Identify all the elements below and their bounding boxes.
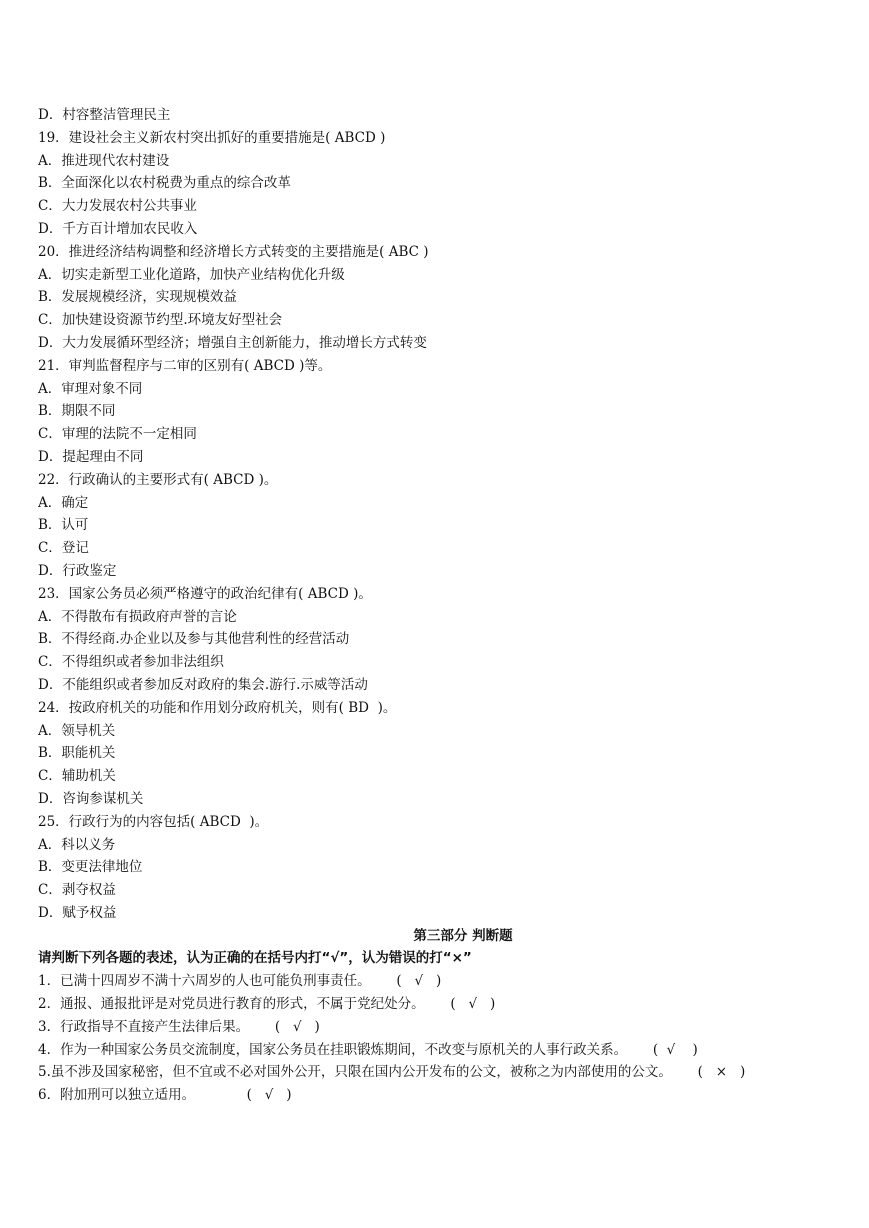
question-line: D．村容整洁管理民主 xyxy=(38,107,171,123)
judgment-question-line: 3．行政指导不直接产生法律后果。 ( √ ) xyxy=(38,1018,320,1035)
question-line: A．科以义务 xyxy=(38,836,116,853)
question-line: 19．建设社会主义新农村突出抓好的重要措施是( ABCD ) xyxy=(38,129,386,146)
question-line: A．领导机关 xyxy=(38,722,116,739)
question-line: A．审理对象不同 xyxy=(38,380,143,397)
question-line: D．咨询参谋机关 xyxy=(38,790,144,807)
question-line: D．赋予权益 xyxy=(38,904,117,921)
question-line: A．不得散布有损政府声誉的言论 xyxy=(38,608,237,625)
question-line: 23．国家公务员必须严格遵守的政治纪律有( ABCD )。 xyxy=(38,585,372,602)
question-line: D．不能组织或者参加反对政府的集会.游行.示威等活动 xyxy=(38,676,368,693)
question-line: C．审理的法院不一定相同 xyxy=(38,426,197,443)
section-instruction: 请判断下列各题的表述，认为正确的在括号内打“√”，认为错误的打“×” xyxy=(38,950,472,967)
question-line: D．提起理由不同 xyxy=(38,448,144,465)
question-line: B．变更法律地位 xyxy=(38,859,143,876)
judgment-question-line: 5.虽不涉及国家秘密，但不宜或不必对国外公开，只限在国内公开发布的公文，被称之为内部使用的公文。 ( × ) xyxy=(38,1064,746,1081)
question-line: B．发展规模经济，实现规模效益 xyxy=(38,289,237,306)
judgment-question-line: 6．附加刑可以独立适用。 ( √ ) xyxy=(38,1087,292,1104)
question-line: C．大力发展农村公共事业 xyxy=(38,198,197,215)
question-line: D．千方百计增加农民收入 xyxy=(38,220,198,237)
question-line: 25．行政行为的内容包括( ABCD )。 xyxy=(38,813,269,830)
question-line: C．不得组织或者参加非法组织 xyxy=(38,654,224,671)
question-line: A．切实走新型工业化道路，加快产业结构优化升级 xyxy=(38,266,345,283)
question-line: 24．按政府机关的功能和作用划分政府机关，则有( BD )。 xyxy=(38,699,397,716)
question-line: B．期限不同 xyxy=(38,403,116,420)
question-line: B．全面深化以农村税费为重点的综合改革 xyxy=(38,175,291,192)
question-line: D．行政鉴定 xyxy=(38,562,117,579)
question-line: B．职能机关 xyxy=(38,745,116,762)
judgment-question-line: 2．通报、通报批评是对党员进行教育的形式，不属于党纪处分。 ( √ ) xyxy=(38,996,496,1013)
question-line: C．辅助机关 xyxy=(38,768,116,785)
question-line: A．推进现代农村建设 xyxy=(38,152,170,169)
multiple-choice-list xyxy=(38,104,848,925)
judgment-question-line: 4．作为一种国家公务员交流制度，国家公务员在挂职锻炼期间，不改变与原机关的人事行政关系。 ( √ ) xyxy=(38,1041,698,1058)
true-false-list xyxy=(38,970,848,1107)
question-line: 22．行政确认的主要形式有( ABCD )。 xyxy=(38,471,278,488)
question-line: B．不得经商.办企业以及参与其他营利性的经营活动 xyxy=(38,631,350,648)
question-line: D．大力发展循环型经济；增强自主创新能力，推动增长方式转变 xyxy=(38,334,427,351)
question-line: A．确定 xyxy=(38,494,89,511)
question-line: C．登记 xyxy=(38,540,89,557)
section-title: 第三部分 判断题 xyxy=(413,927,513,944)
question-line: B．认可 xyxy=(38,517,89,534)
question-line: C．剥夺权益 xyxy=(38,882,116,899)
question-line: 21．审判监督程序与二审的区别有( ABCD )等。 xyxy=(38,357,332,374)
question-line: C．加快建设资源节约型.环境友好型社会 xyxy=(38,312,283,329)
document-page xyxy=(38,104,848,1107)
judgment-question-line: 1．已满十四周岁不满十六周岁的人也可能负刑事责任。 ( √ ) xyxy=(38,973,442,990)
question-line: 20．推进经济结构调整和经济增长方式转变的主要措施是( ABC ) xyxy=(38,243,429,260)
